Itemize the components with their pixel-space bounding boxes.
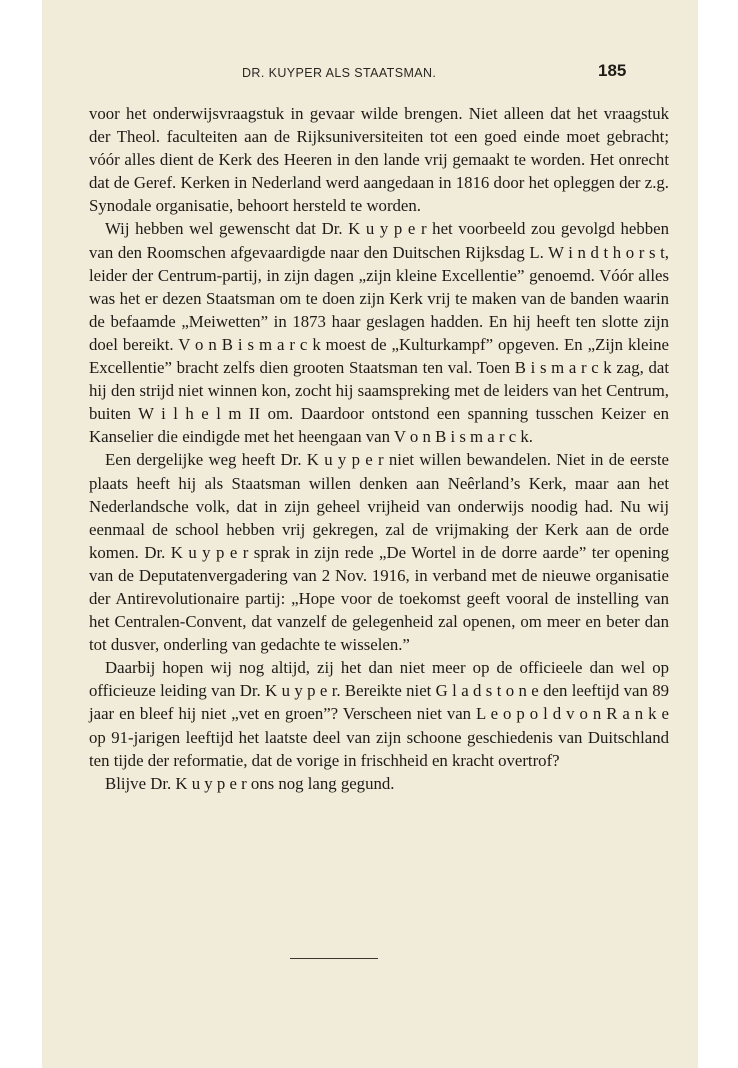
running-head: DR. KUYPER ALS STAATSMAN. (242, 66, 437, 80)
book-page (42, 0, 698, 1068)
section-end-rule (290, 958, 378, 959)
paragraph: Daarbij hopen wij nog altijd, zij het dan niet meer op de officieele dan wel op officieuze leiding van Dr. K u y p e r. Bereikte niet G l a d s t o n e den leeftijd van 89 jaar en bleef hij niet „vet en groen”? Verscheen niet van L e o p o l d v o n R a n k e op 91-jarigen leeftijd het laatste deel van zijn schoone geschiedenis van Duitschland ten tijde der reformatie, dat de vorige in frischheid en kracht overtrof? (89, 658, 669, 770)
page-number: 185 (598, 61, 627, 80)
paragraph: voor het onderwijsvraagstuk in gevaar wilde brengen. Niet alleen dat het vraagstuk der Theol. faculteiten aan de Rijksuniversiteiten tot een goed einde moet gebracht; vóór alles dient de Kerk des Heeren in den lande vrij gemaakt te worden. Het onrecht dat de Geref. Kerken in Nederland werd aangedaan in 1816 door het opleggen der z.g. Synodale organisatie, behoort hersteld te worden. (89, 104, 669, 216)
paragraph: Blijve Dr. K u y p e r ons nog lang gegund. (105, 773, 395, 793)
paragraph: Wij hebben wel gewenscht dat Dr. K u y p e r het voorbeeld zou gevolgd hebben van den Roomschen afgevaardigde naar den Duitschen Rijksdag L. W i n d t h o r s t, leider der Centrum-partij, in zijn dagen „zijn kleine Excellentie” genoemd. Vóór alles was het er dezen Staatsman om te doen zijn Kerk vrij te maken van de banden waarin de befaamde „Meiwetten” in 1873 haar geslagen hadden. En hij heeft ten slotte zijn doel bereikt. V o n B i s m a r c k moest de „Kulturkampf” opgeven. En „Zijn kleine Excellentie” bracht zelfs dien grooten Staatsman ten val. Toen B i s m a r c k zag, dat hij den strijd niet winnen kon, zocht hij saamspreking met de leiders van het Centrum, buiten W i l h e l m II om. Daardoor ontstond een spanning tusschen Keizer en Kanselier die eindigde met het heengaan van V o n B i s m a r c k. (89, 219, 669, 447)
paragraph: Een dergelijke weg heeft Dr. K u y p e r niet willen bewandelen. Niet in de eerste plaats heeft hij als Staatsman willen denken aan Neêrland’s Kerk, maar aan het Nederlandsche volk, dat in zijn geheel vrijheid van onderwijs noodig had. Nu wij eenmaal de school hebben vrij gekregen, zal de vrijmaking der Kerk aan de orde komen. Dr. K u y p e r sprak in zijn rede „De Wortel in de dorre aarde” ter opening van de Deputatenvergadering van 2 Nov. 1916, in verband met de nieuwe organisatie der Antirevolutionaire partij: „Hope voor de toekomst geeft vooral de instelling van het Centralen-Convent, dat vanzelf de gelegenheid zal openen, om meer en beter dan tot dusver, onderling van gedachte te wisselen.” (89, 450, 669, 655)
page-header (42, 58, 698, 88)
body-text (89, 102, 669, 795)
